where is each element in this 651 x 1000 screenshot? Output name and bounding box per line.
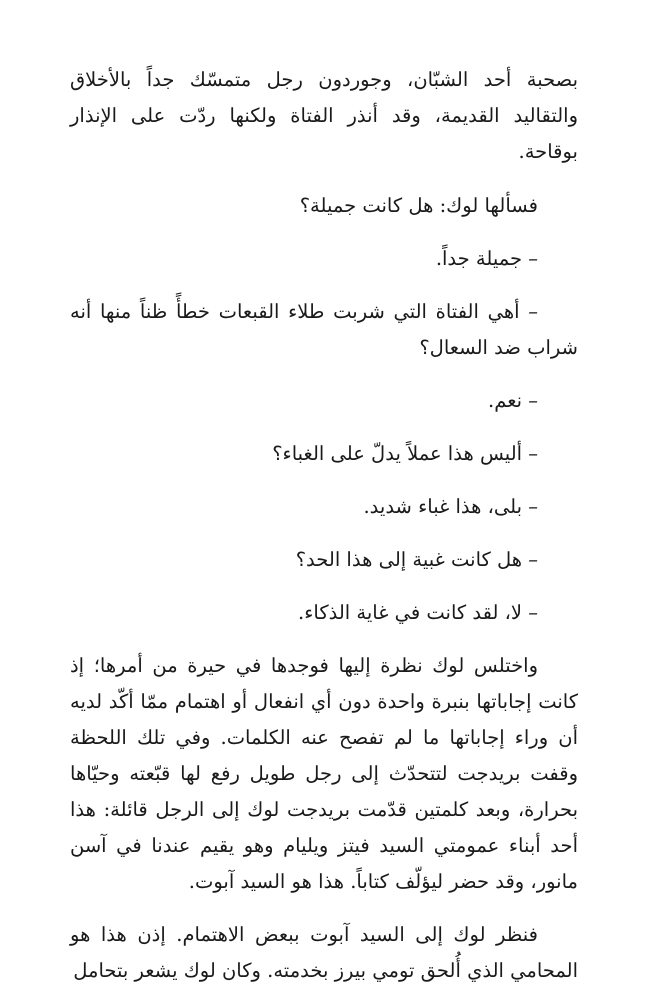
page-text xyxy=(70,62,578,989)
dialog-line-3: – أهي الفتاة التي شربت طلاء القبعات خطأً ظناً منها أنه شراب ضد السعال؟ xyxy=(70,300,578,359)
dialog-line-2: – جميلة جداً. xyxy=(435,247,538,270)
paragraph-1: بصحبة أحد الشبّان، وجوردون رجل متمسّك جداً بالأخلاق والتقاليد القديمة، وقد أنذر الفتاة ولكنها ردّت على الإنذار بوقاحة. xyxy=(70,68,578,163)
dialog-line-8: – لا، لقد كانت في غاية الذكاء. xyxy=(298,601,538,624)
dialog-line-5: – أليس هذا عملاً يدلّ على الغباء؟ xyxy=(272,442,538,465)
paragraph-2: واختلس لوك نظرة إليها فوجدها في حيرة من أمرها؛ إذ كانت إجاباتها بنبرة واحدة دون أي انفعال أو اهتمام ممّا أكّد لديه أن وراء إجاباتها ما لم تفصح عنه الكلمات. وفي تلك اللحظة وقفت بريدجت لتتحدّث إلى رجل طويل رفع لها قبّعته وحيّاها بحرارة، وبعد كلمتين قدّمت بريدجت لوك إلى الرجل قائلة: هذا أحد أبناء عمومتي السيد فيتز ويليام وهو يقيم عندنا في آسن مانور، وقد حضر ليؤلّف كتاباً. هذا هو السيد آبوت. xyxy=(70,654,578,893)
dialog-line-1: فسألها لوك: هل كانت جميلة؟ xyxy=(299,194,538,217)
dialog-line-6: – بلى، هذا غباء شديد. xyxy=(363,495,538,518)
paragraph-3: فنظر لوك إلى السيد آبوت ببعض الاهتمام. إذن هذا هو المحامي الذي أُلحق تومي بيرز بخدمته. وكان لوك يشعر بتحامل xyxy=(70,923,578,982)
dialog-line-4: – نعم. xyxy=(488,389,538,412)
dialog-line-7: – هل كانت غبية إلى هذا الحد؟ xyxy=(295,548,538,571)
